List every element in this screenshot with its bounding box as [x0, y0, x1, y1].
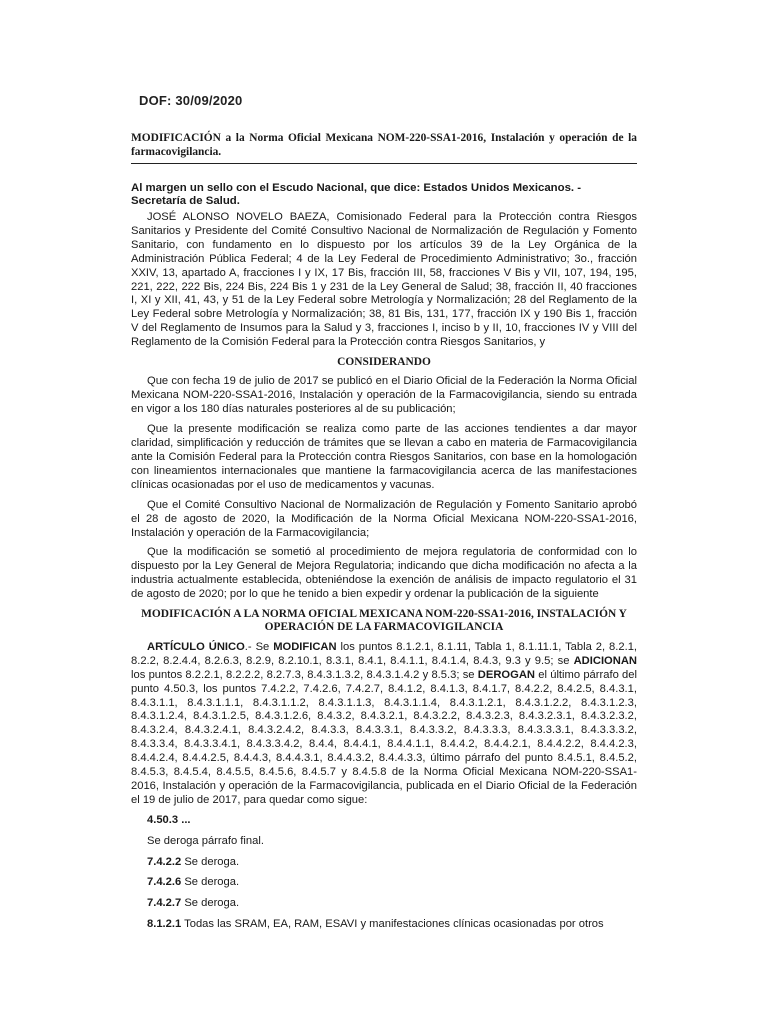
item-number: 7.4.2.6 — [147, 876, 182, 889]
considerando-paragraph: Que el Comité Consultivo Nacional de Normalización de Regulación y Fomento Sanitario aprobó el 28 de agosto de 2020, la Modificación de la Norma Oficial Mexicana NOM-220-SSA1-2016, Instalación y operación de la Farmacovigilancia; — [131, 498, 637, 539]
considerando-paragraph: Que la presente modificación se realiza como parte de las acciones tendientes a dar mayor claridad, simplificación y reducción de trámites que se llevan a cabo en materia de Farmacovigilancia ante la Comisión Federal para la Protección contra Riesgos Sanitarios, con base en la homologación con lineamientos internacionales que mantiene la farmacovigilancia acerca de las manifestaciones clínicas ocasionadas por el uso de medicamentos y vacunas. — [131, 423, 637, 491]
article-label: ARTÍCULO ÚNICO — [147, 640, 245, 653]
seal-note: Al margen un sello con el Escudo Nacional, que dice: Estados Unidos Mexicanos. - Secretaría de Salud. — [131, 182, 582, 208]
keyword-modifican: MODIFICAN — [273, 640, 337, 653]
item-number: 7.4.2.7 — [147, 897, 182, 910]
list-item — [131, 835, 637, 849]
item-text: Se deroga. — [181, 876, 240, 889]
article-text: el último párrafo del punto 4.50.3, los puntos 7.4.2.2, 7.4.2.6, 7.4.2.7, 8.4.1.2, 8.4.1.3, 8.4.1.7, 8.4.2.2, 8.4.2.5, 8.4.3.1, 8.4.3.1.1, 8.4.3.1.1.1, 8.4.3.1.1.2, 8.4.3.1.1.3, 8.4.3.1.1.4, 8.4.3.1.2.1, 8.4.3.1.2.2, 8.4.3.1.2.3, 8.4.3.1.2.4, 8.4.3.1.2.5, 8.4.3.1.2.6, 8.4.3.2, 8.4.3.2.1, 8.4.3.2.2, 8.4.3.2.3, 8.4.3.2.3.1, 8.4.3.2.3.2, 8.4.3.2.4, 8.4.3.2.4.1, 8.4.3.2.4.2, 8.4.3.3, 8.4.3.3.1, 8.4.3.3.2, 8.4.3.3.3, 8.4.3.3.3.1, 8.4.3.3.3.2, 8.4.3.3.4, 8.4.3.3.4.1, 8.4.3.3.4.2, 8.4.4, 8.4.4.1, 8.4.4.1.1, 8.4.4.2, 8.4.4.2.1, 8.4.4.2.2, 8.4.4.2.3, 8.4.4.2.4, 8.4.4.2.5, 8.4.4.3, 8.4.4.3.1, 8.4.4.3.2, 8.4.4.3.3, último párrafo del punto 8.4.5.1, 8.4.5.2, 8.4.5.3, 8.4.5.4, 8.4.5.5, 8.4.5.6, 8.4.5.7 y 8.4.5.8 de la Norma Oficial Mexicana NOM-220-SSA1-2016, Instalación y operación de la Farmacovigilancia, publicada en el Diario Oficial de la Federación el 19 de julio de 2017, para quedar como sigue: — [131, 668, 637, 806]
keyword-derogan: DEROGAN — [477, 668, 535, 681]
document-body — [131, 211, 637, 939]
keyword-adicionan: ADICIONAN — [573, 654, 637, 667]
list-item — [131, 918, 637, 932]
article-text: .- Se — [244, 640, 274, 653]
article-text: los puntos 8.2.2.1, 8.2.2.2, 8.2.7.3, 8.4.3.1.3.2, 8.4.3.1.4.2 y 8.5.3; se — [131, 668, 478, 681]
modification-heading: MODIFICACIÓN A LA NORMA OFICIAL MEXICANA NOM-220-SSA1-2016, INSTALACIÓN Y OPERACIÓN DE LA FARMACOVIGILANCIA — [141, 608, 627, 634]
list-item — [131, 876, 637, 890]
article-text: los puntos 8.1.2.1, 8.1.11, Tabla 1, 8.1.11.1, Tabla 2, 8.2.1, 8.2.2, 8.2.4.4, 8.2.6.3, 8.2.9, 8.2.10.1, 8.3.1, 8.4.1, 8.4.1.1, 8.4.1.4, 8.4.3, 9.3 y 9.5; se — [131, 640, 638, 667]
item-text: Se deroga. — [181, 897, 240, 910]
item-number: 8.1.2.1 — [147, 918, 182, 931]
item-number: 4.50.3 ... — [147, 813, 191, 826]
item-text: Todas las SRAM, EA, RAM, ESAVI y manifestaciones clínicas ocasionadas por otros — [181, 918, 604, 931]
considerando-heading: CONSIDERANDO — [337, 356, 431, 369]
considerando-paragraph: Que la modificación se sometió al procedimiento de mejora regulatoria de conformidad con lo dispuesto por la Ley General de Mejora Regulatoria; indicando que dicha modificación no afecta a la industria actualmente establecida, obteniéndose la exención de análisis de impacto regulatorio el 31 de agosto de 2020; por lo que he tenido a bien expedir y ordenar la publicación de la siguiente — [131, 546, 637, 601]
title-divider — [131, 163, 637, 164]
list-item — [131, 814, 637, 828]
document-title: MODIFICACIÓN a la Norma Oficial Mexicana NOM-220-SSA1-2016, Instalación y operación de la farmacovigilancia. — [131, 132, 637, 158]
considerando-paragraph: Que con fecha 19 de julio de 2017 se publicó en el Diario Oficial de la Federación la Norma Oficial Mexicana NOM-220-SSA1-2016, Instalación y operación de la Farmacovigilancia, siendo su entrada en vigor a los 180 días naturales posteriores al de su publicación; — [131, 375, 637, 416]
preamble-paragraph: JOSÉ ALONSO NOVELO BAEZA, Comisionado Federal para la Protección contra Riesgos Sanitarios y Presidente del Comité Consultivo Nacional de Normalización de Regulación y Fomento Sanitario, con fundamento en lo dispuesto por los artículos 39 de la Ley Orgánica de la Administración Pública Federal; 4 de la Ley Federal de Procedimiento Administrativo; 3o., fracción XXIV, 13, apartado A, fracciones I y IX, 17 Bis, fracción III, 58, fracciones V Bis y VII, 107, 194, 195, 221, 222, 222 Bis, 224 Bis, 224 Bis 1 y 231 de la Ley General de Salud; 38, fracción II, 40 fracciones I, XI y XII, 41, 43, y 51 de la Ley Federal sobre Metrología y Normalización; 28 del Reglamento de la Ley Federal sobre Metrología y Normalización; 38, 81 Bis, 131, 177, fracción IX y 190 Bis 1, fracción V del Reglamento de Insumos para la Salud y 3, fracciones I, inciso b y II, 10, fracciones IV y VIII del Reglamento de la Comisión Federal para la Protección contra Riesgos Sanitarios, y — [131, 211, 637, 349]
dof-date: DOF: 30/09/2020 — [139, 93, 243, 108]
item-number: 7.4.2.2 — [147, 855, 182, 868]
list-item — [131, 856, 637, 870]
list-item — [131, 897, 637, 911]
article-paragraph — [131, 641, 637, 808]
item-text: Se deroga. — [181, 855, 240, 868]
item-text: Se deroga párrafo final. — [147, 834, 264, 847]
